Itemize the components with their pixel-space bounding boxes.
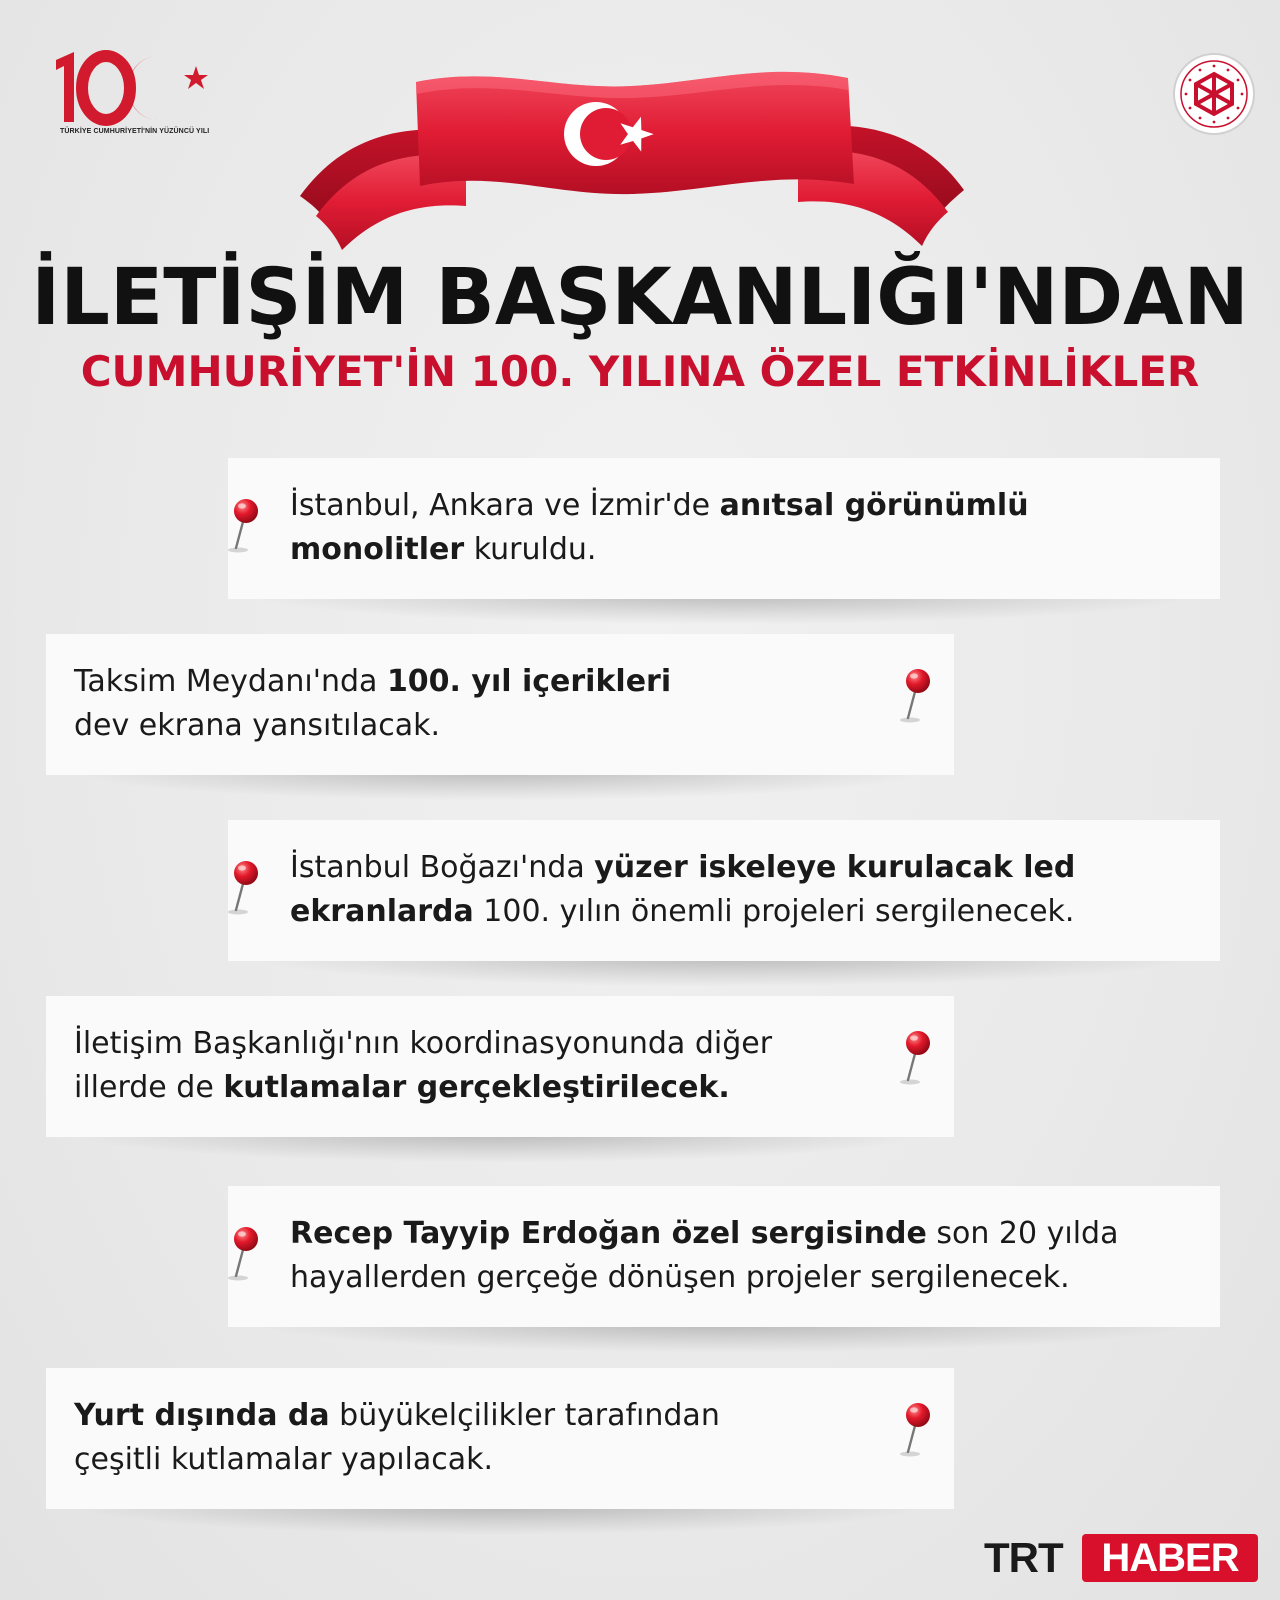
page-subtitle: CUMHURİYET'İN 100. YILINA ÖZEL ETKİNLİKLER [80, 347, 1200, 396]
event-text-regular: İletişim Başkanlığı'nın koordinasyonunda diğer [74, 1026, 773, 1061]
event-text [290, 846, 1075, 934]
event-text [290, 484, 1029, 572]
event-text-line [290, 1256, 1118, 1300]
event-card-6 [46, 1368, 954, 1509]
event-text-line [74, 1394, 720, 1438]
event-text-line [290, 890, 1075, 934]
event-text [74, 1022, 772, 1110]
turkish-flag-ribbon-icon [296, 66, 968, 256]
event-text-regular: İstanbul, Ankara ve İzmir'de [290, 488, 720, 523]
iletisim-baskanligi-seal-icon [1172, 52, 1256, 136]
event-text-bold: Yurt dışında da [74, 1398, 330, 1433]
event-text-bold: yüzer iskeleye kurulacak led [594, 850, 1076, 885]
event-text-line [74, 1022, 772, 1066]
event-text-bold: kutlamalar gerçekleştirilecek. [223, 1070, 730, 1105]
trt-wordmark: TRT [984, 1534, 1063, 1581]
event-text-line [74, 704, 671, 748]
event-text-regular: 100. yılın önemli projeleri sergilenecek. [473, 894, 1075, 929]
event-text-bold: anıtsal görünümlü [719, 488, 1029, 523]
event-text-regular: çeşitli kutlamalar yapılacak. [74, 1442, 494, 1477]
event-card-3 [228, 820, 1220, 961]
centennial-100-icon [44, 46, 214, 128]
event-text-bold: 100. yıl içerikleri [386, 664, 672, 699]
push-pin-icon [896, 1400, 940, 1460]
event-text-regular: hayallerden gerçeğe dönüşen projeler sergilenecek. [290, 1260, 1070, 1295]
event-text [290, 1212, 1118, 1300]
push-pin-icon [224, 858, 268, 918]
event-text [74, 660, 671, 748]
event-card-1 [228, 458, 1220, 599]
event-card-2 [46, 634, 954, 775]
event-text-regular: dev ekrana yansıtılacak. [74, 708, 440, 743]
event-card-4 [46, 996, 954, 1137]
event-text-regular: illerde de [74, 1070, 224, 1105]
event-text-bold: monolitler [290, 532, 465, 567]
centennial-logo [44, 46, 214, 142]
event-text-line [290, 1212, 1118, 1256]
event-text-line [74, 660, 671, 704]
event-text-line [290, 846, 1075, 890]
event-text-regular: kuruldu. [464, 532, 597, 567]
haber-wordmark: HABER [1101, 1536, 1239, 1580]
push-pin-icon [224, 496, 268, 556]
event-text-regular: Taksim Meydanı'nda [74, 664, 387, 699]
event-text-line [290, 528, 1029, 572]
page-title: İLETİŞİM BAŞKANLIĞI'NDAN [31, 253, 1249, 343]
event-text-line [74, 1066, 772, 1110]
event-text-regular: son 20 yılda [926, 1216, 1119, 1251]
event-text-line [74, 1438, 720, 1482]
push-pin-icon [896, 1028, 940, 1088]
push-pin-icon [224, 1224, 268, 1284]
event-text-regular: İstanbul Boğazı'nda [290, 850, 595, 885]
event-text [74, 1394, 720, 1482]
centennial-caption: TÜRKİYE CUMHURİYETİ'NİN YÜZÜNCÜ YILI [60, 128, 210, 135]
event-text-regular: büyükelçilikler tarafından [329, 1398, 720, 1433]
event-text-bold: ekranlarda [290, 894, 474, 929]
haber-badge [1082, 1534, 1258, 1582]
push-pin-icon [896, 666, 940, 726]
event-text-bold: Recep Tayyip Erdoğan özel sergisinde [290, 1216, 927, 1251]
event-text-line [290, 484, 1029, 528]
event-card-5 [228, 1186, 1220, 1327]
